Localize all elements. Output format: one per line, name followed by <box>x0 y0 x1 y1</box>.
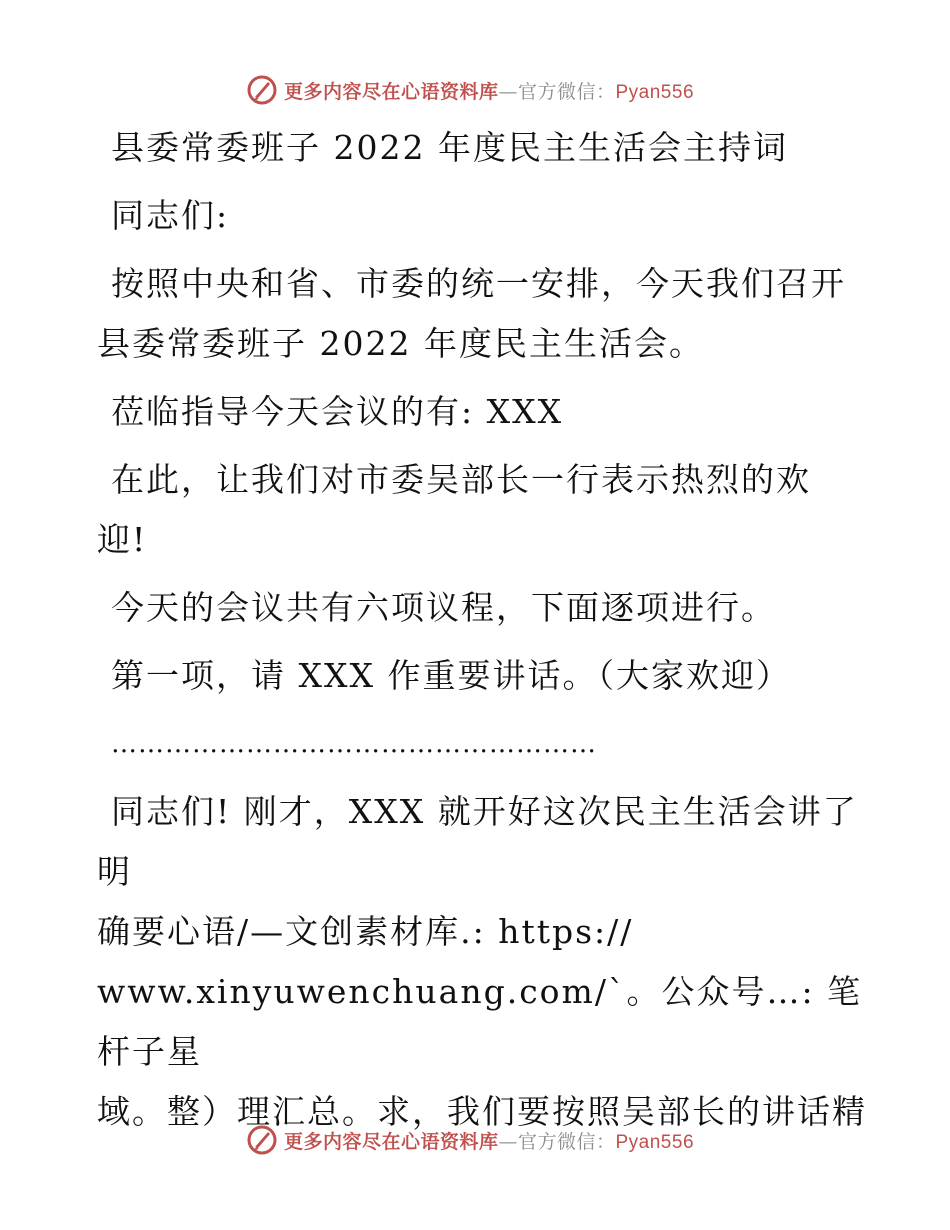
document-body <box>97 118 867 1142</box>
document-title: 县委常委班子 2022 年度民主生活会主持词 <box>111 128 788 167</box>
welcome-line-2: 迎! <box>97 520 148 559</box>
paragraph-1-line-2: 县委常委班子 2022 年度民主生活会。 <box>97 324 704 363</box>
footer-watermark <box>0 1120 950 1160</box>
header-watermark <box>0 70 950 110</box>
welcome-line-1: 在此，让我们对市委吴部长一行表示热烈的欢 <box>111 460 811 499</box>
paragraph-2-line-1: 同志们! 刚才，XXX 就开好这次民主生活会讲了明 <box>97 792 858 891</box>
paragraph-2-line-4: 域。整）理汇总。求，我们要按照吴部长的讲话精 <box>97 1092 867 1131</box>
watermark-text: 更多内容尽在心语资料库—官方微信：Pyan556 <box>283 1130 695 1153</box>
quill-logo-icon <box>246 74 278 106</box>
paragraph-1-line-1: 按照中央和省、市委的统一安排，今天我们召开 <box>111 264 846 303</box>
watermark-text: 更多内容尽在心语资料库—官方微信：Pyan556 <box>283 80 695 103</box>
greeting: 同志们: <box>111 196 230 235</box>
agenda-item-1: 第一项，请 XXX 作重要讲话。（大家欢迎） <box>111 656 791 695</box>
paragraph-2-line-2: 确要心语/—文创素材库.: https:// <box>97 912 634 951</box>
ellipsis-divider: ……………………………………………… <box>111 729 597 759</box>
quill-logo-icon <box>246 1124 278 1156</box>
attendees-line: 莅临指导今天会议的有: XXX <box>111 392 564 431</box>
agenda-line: 今天的会议共有六项议程，下面逐项进行。 <box>111 588 776 627</box>
paragraph-2-line-3: www.xinyuwenchuang.com/`。公众号…: 笔杆子星 <box>97 972 863 1071</box>
